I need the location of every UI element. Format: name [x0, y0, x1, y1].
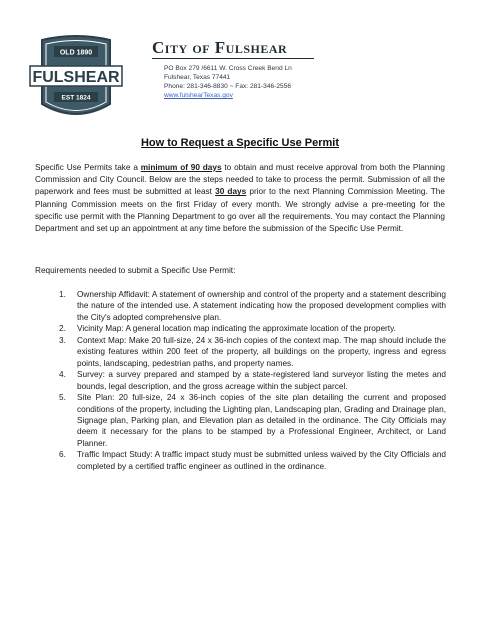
- requirement-item: [59, 449, 446, 472]
- requirement-item: [59, 392, 446, 449]
- address-line: PO Box 279 /6611 W. Cross Creek Bend Ln: [164, 65, 292, 72]
- submission-days-emphasis: 30 days: [215, 187, 247, 197]
- requirement-text: Traffic Impact Study: A traffic impact study must be submitted unless waived by the City Officials and completed by a certified traffic engineer as outlined in the ordinance.: [77, 450, 446, 471]
- intro-text-1: Specific Use Permits take a: [35, 163, 141, 172]
- phone-fax-line: Phone: 281-346-8830 ~ Fax: 281-346-2556: [164, 83, 292, 90]
- website-link-row: [164, 91, 412, 100]
- city-name: City of Fulshear: [152, 38, 288, 57]
- requirement-item: [59, 323, 446, 334]
- website-link[interactable]: www.fulshearTexas.gov: [164, 92, 233, 99]
- requirement-text: Site Plan: 20 full-size, 24 x 36-inch copies of the site plan detailing the current and proposed conditions of the property, including the Lighting plan, Landscaping plan, Grading and Drainage plan, Signage plan, Parking plan, and Elevation plan as detailed in the ordinance. The City Officials may deem it necessary for the plans to be stamped by a Professional Engineer, Architect, or Land Planner.: [77, 393, 446, 448]
- requirement-item: [59, 335, 446, 369]
- requirement-number: 5.: [59, 393, 66, 403]
- requirement-item: [59, 369, 446, 392]
- logo-banner-text: OLD 1890: [59, 49, 93, 57]
- logo-est-text: EST 1824: [61, 94, 91, 102]
- requirement-number: 3.: [59, 335, 66, 345]
- city-logo: [28, 34, 124, 120]
- requirement-text: Context Map: Make 20 full-size, 24 x 36-inch copies of the context map. The map should include the existing features within 200 feet of the property, all buildings on the property, ingress and egress points, landscaping, pedestrian paths, and property names.: [77, 335, 446, 368]
- intro-paragraph: [35, 162, 445, 235]
- city-state-line: Fulshear, Texas 77441: [164, 74, 231, 81]
- requirement-number: 1.: [59, 290, 66, 299]
- requirements-list: [59, 289, 446, 472]
- requirement-text: Ownership Affidavit: A statement of ownership and control of the property and a statement describing the nature of the intended use. A statement indicating how the proposed development complies with the City's adopted comprehensive plan.: [77, 290, 446, 322]
- requirement-item: [59, 289, 446, 323]
- requirement-text: Survey: a survey prepared and stamped by a state-registered land surveyor listing the metes and bounds, legal description, and the gross acreage within the subject parcel.: [77, 370, 446, 391]
- intro-text-3: prior to the next Planning Commission Meeting. The Planning Commission meets on the first Friday of every month. We strongly advise a pre-meeting for the specific use permit with the Planning Department to go over all the requirements. You may contact the Planning Department and set up an appointment at any time before the submission of the Specific Use Permit.: [35, 187, 445, 234]
- logo-name-text: FULSHEAR: [32, 69, 120, 86]
- requirement-number: 6.: [59, 450, 66, 460]
- requirement-number: 2.: [59, 324, 66, 334]
- requirements-heading: Requirements needed to submit a Specific Use Permit:: [35, 266, 236, 275]
- letterhead-divider: [152, 58, 314, 59]
- minimum-days-emphasis: minimum of 90 days: [140, 163, 222, 172]
- requirement-text: Vicinity Map: A general location map indicating the approximate location of the property.: [77, 324, 396, 334]
- document-title: How to Request a Specific Use Permit: [140, 137, 340, 149]
- intro-text-2: to obtain and must receive approval from both the Planning Commission and City Council. Below are the steps needed to take to process the permit. Submission of all the paperwork and fees must be submitted at least: [35, 163, 445, 197]
- letterhead: [152, 38, 412, 100]
- requirement-number: 4.: [59, 370, 66, 380]
